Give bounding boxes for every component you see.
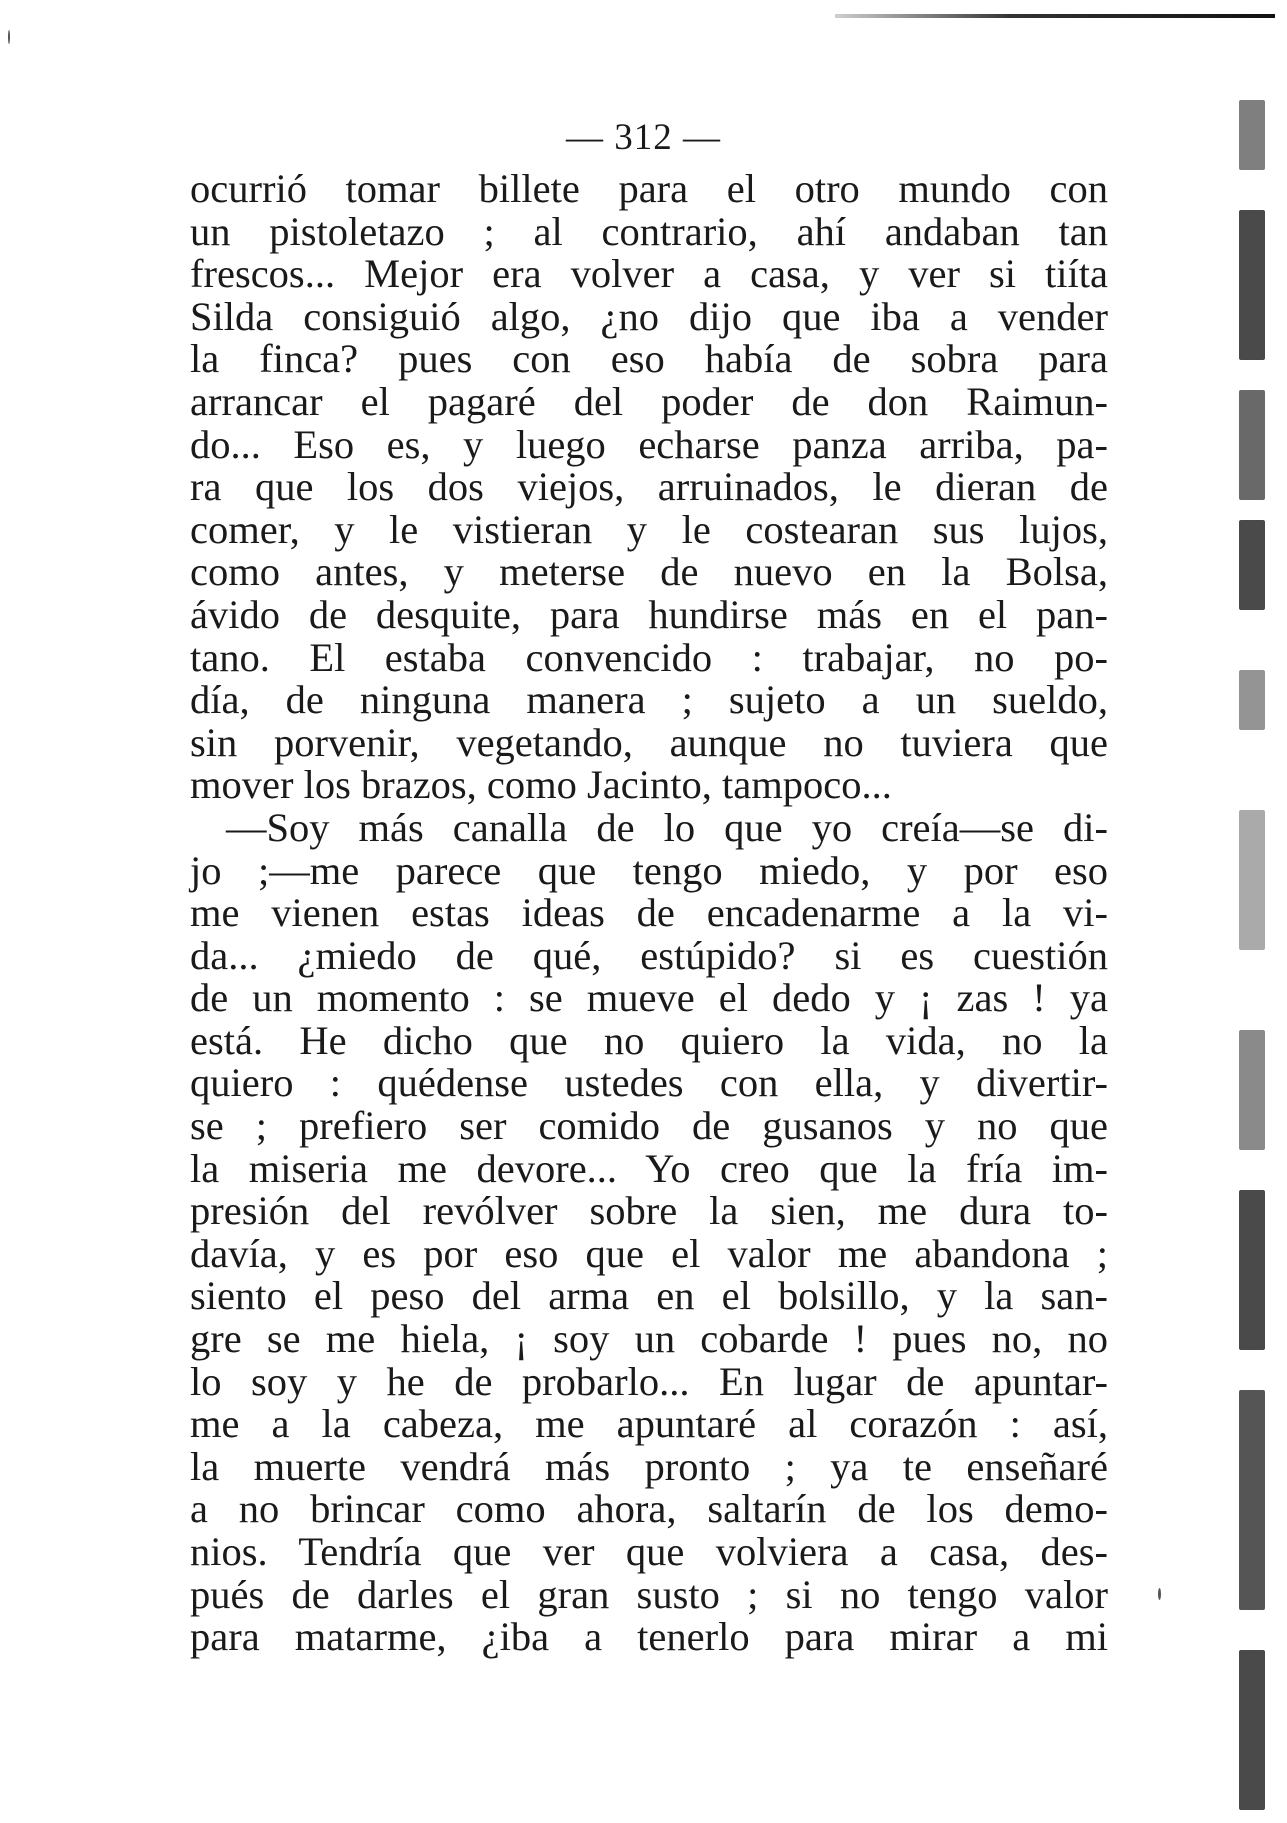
text-line: se ; prefiero ser comido de gusanos y no que bbox=[190, 1103, 1108, 1149]
body-text bbox=[190, 168, 1108, 1659]
text-line: ávido de desquite, para hundirse más en el pan- bbox=[190, 591, 1108, 637]
text-line: me a la cabeza, me apuntaré al corazón : así, bbox=[190, 1401, 1108, 1447]
text-line: ra que los dos viejos, arruinados, le dieran de bbox=[190, 464, 1108, 510]
text-line: siento el peso del arma en el bolsillo, y la san- bbox=[190, 1273, 1108, 1319]
text-line: frescos... Mejor era volver a casa, y ver si tiíta bbox=[190, 251, 1108, 297]
text-line: la miseria me devore... Yo creo que la fría im- bbox=[190, 1145, 1108, 1191]
scan-speck bbox=[8, 30, 10, 44]
text-line: la muerte vendrá más pronto ; ya te enseñaré bbox=[190, 1443, 1108, 1489]
text-line: jo ;—me parece que tengo miedo, y por eso bbox=[190, 847, 1108, 893]
text-line: ocurrió tomar billete para el otro mundo con bbox=[190, 166, 1108, 211]
text-line: lo soy y he de probarlo... En lugar de apuntar- bbox=[190, 1358, 1108, 1404]
text-line: arrancar el pagaré del poder de don Raimun- bbox=[190, 378, 1108, 424]
text-line: sin porvenir, vegetando, aunque no tuviera que bbox=[190, 719, 1108, 765]
text-line: tano. El estaba convencido : trabajar, no po- bbox=[190, 634, 1108, 680]
text-line: está. He dicho que no quiero la vida, no la bbox=[190, 1017, 1108, 1063]
text-line: davía, y es por eso que el valor me abandona ; bbox=[190, 1230, 1108, 1276]
top-rule bbox=[835, 14, 1275, 18]
text-line: —Soy más canalla de lo que yo creía—se di- bbox=[226, 804, 1108, 850]
text-line: mover los brazos, como Jacinto, tampoco... bbox=[190, 762, 892, 808]
text-line: un pistoletazo ; al contrario, ahí andaban tan bbox=[190, 208, 1108, 254]
text-line: para matarme, ¿iba a tenerlo para mirar a mi bbox=[190, 1614, 1108, 1660]
text-line: presión del revólver sobre la sien, me dura to- bbox=[190, 1188, 1108, 1234]
text-line: la finca? pues con eso había de sobra para bbox=[190, 336, 1108, 382]
text-line: me vienen estas ideas de encadenarme a la vi- bbox=[190, 890, 1108, 936]
text-line: a no brincar como ahora, saltarín de los demo- bbox=[190, 1486, 1108, 1532]
scan-speck bbox=[1158, 1588, 1161, 1600]
text-line: comer, y le vistieran y le costearan sus lujos, bbox=[190, 506, 1108, 552]
text-line: da... ¿miedo de qué, estúpido? si es cuestión bbox=[190, 932, 1108, 978]
page-number: — 312 — bbox=[566, 117, 721, 158]
text-line: nios. Tendría que ver que volviera a casa, des- bbox=[190, 1529, 1108, 1574]
text-line: Silda consiguió algo, ¿no dijo que iba a vender bbox=[190, 293, 1108, 339]
text-line: gre se me hiela, ¡ soy un cobarde ! pues no, no bbox=[190, 1316, 1108, 1362]
binding-shadow bbox=[1239, 90, 1269, 1810]
text-line: como antes, y meterse de nuevo en la Bolsa, bbox=[190, 549, 1108, 595]
text-line: quiero : quédense ustedes con ella, y divertir- bbox=[190, 1060, 1108, 1106]
text-line: día, de ninguna manera ; sujeto a un sueldo, bbox=[190, 677, 1108, 723]
text-line: pués de darles el gran susto ; si no tengo valor bbox=[190, 1571, 1108, 1617]
text-line: do... Eso es, y luego echarse panza arriba, pa- bbox=[190, 421, 1108, 467]
text-line: de un momento : se mueve el dedo y ¡ zas ! ya bbox=[190, 975, 1108, 1021]
